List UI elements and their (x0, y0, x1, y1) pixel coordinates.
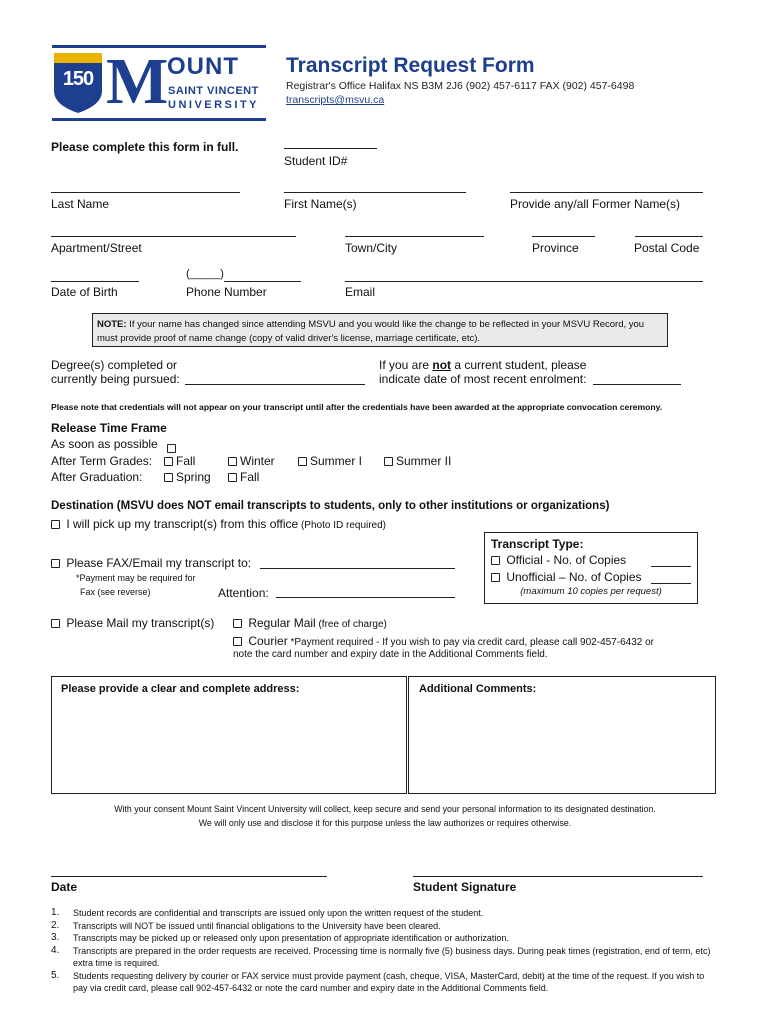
apartment-label: Apartment/Street (51, 241, 142, 255)
release-asap-label: As soon as possible (51, 437, 158, 451)
destination-heading: Destination (MSVU does NOT email transcripts to students, only to other institutions or organizations) (51, 500, 610, 512)
last-name-label: Last Name (51, 197, 110, 211)
apartment-field[interactable] (51, 236, 296, 237)
degree-label-1: Degree(s) completed or (51, 358, 178, 372)
degree-label-2: currently being pursued: (51, 372, 180, 386)
logo-ount: OUNT (167, 53, 239, 80)
fax-reverse-note: Fax (see reverse) (80, 587, 151, 597)
student-id-label: Student ID# (284, 154, 348, 168)
last-name-field[interactable] (51, 192, 240, 193)
intro-text: Please complete this form in full. (51, 140, 239, 154)
credentials-note: Please note that credentials will not appear on your transcript until after the credentials have been awarded at the appropriate convocation ceremony. (51, 402, 663, 412)
attention-label: Attention: (218, 586, 269, 600)
date-field[interactable] (51, 876, 327, 877)
note-text: If your name has changed since attending MSVU and you would like the change to be reflected in your MSVU Record, you must provide proof of name change (copy of valid driver's license, marriage certificate, etc). (97, 319, 645, 344)
postal-field[interactable] (635, 236, 703, 237)
logo-saint-vincent: SAINT VINCENT (168, 85, 259, 97)
fall-checkbox[interactable]: Fall (164, 454, 195, 468)
dob-field[interactable] (51, 281, 139, 282)
name-change-note (92, 313, 668, 347)
address-box-label: Please provide a clear and complete address: (61, 683, 300, 695)
list-item: 2. Transcripts will NOT be issued until financial obligations to the University have been cleared. (51, 919, 441, 931)
comments-box-label: Additional Comments: (419, 683, 537, 695)
list-item: 1. Student records are confidential and transcripts are issued only upon the written request of the student. (51, 907, 484, 918)
registrar-address: Registrar's Office Halifax NS B3M 2J6 (902) 457-6117 FAX (902) 457-6498 (286, 80, 635, 92)
logo-university: UNIVERSITY (168, 99, 260, 111)
policy-notes (51, 907, 711, 995)
fax-option[interactable]: Please FAX/Email my transcript to: (51, 556, 251, 570)
regular-mail-option[interactable]: Regular Mail (free of charge) (233, 616, 387, 630)
registrar-email-link[interactable]: transcripts@msvu.ca (286, 94, 385, 106)
max-copies-note: (maximum 10 copies per request) (520, 586, 662, 597)
first-name-field[interactable] (284, 192, 466, 193)
list-item: 4. Transcripts are prepared in the order requests are received. Processing time is normally five (5) business days. During peak times (registration, end of term, etc) extra time is required. (51, 944, 711, 968)
consent-line-2: We will only use and disclose it for this purpose unless the law authorizes or requires otherwise. (198, 818, 572, 828)
address-box[interactable] (51, 676, 407, 794)
list-item: 5. Students requesting delivery by courier or FAX service must provide payment (cash, cheque, VISA, MasterCard, debit) at the time of the request. If you wish to pay via credit card, please call 902-457-6432 or note the card number and expiry date in the Additional Comments field. (51, 969, 705, 993)
last-enrolment-field[interactable] (593, 384, 681, 385)
note-label: NOTE: (97, 319, 127, 330)
after-term-label: After Term Grades: (51, 454, 153, 468)
msvu-logo (52, 45, 266, 121)
release-heading: Release Time Frame (51, 421, 167, 435)
spring-checkbox[interactable]: Spring (164, 470, 211, 484)
courier-option[interactable]: Courier *Payment required - If you wish to pay via credit card, please call 902-457-6432 or (233, 634, 654, 648)
unofficial-option[interactable]: Unofficial – No. of Copies (491, 570, 642, 584)
transcript-type-heading: Transcript Type: (491, 537, 584, 551)
transcript-type-box (484, 532, 698, 604)
summer1-checkbox[interactable]: Summer I (298, 454, 362, 468)
mail-option[interactable]: Please Mail my transcript(s) (51, 616, 214, 630)
pickup-option[interactable]: I will pick up my transcript(s) from this office (Photo ID required) (51, 517, 386, 531)
unofficial-copies-field[interactable] (651, 583, 691, 584)
student-id-field[interactable] (284, 148, 377, 149)
first-name-label: First Name(s) (284, 197, 357, 211)
fax-field[interactable] (260, 568, 455, 569)
summer2-checkbox[interactable]: Summer II (384, 454, 451, 468)
logo-150: 150 (62, 68, 94, 90)
town-field[interactable] (345, 236, 484, 237)
form-title: Transcript Request Form (286, 54, 535, 77)
phone-mask: (_____) (186, 268, 224, 280)
province-field[interactable] (532, 236, 595, 237)
logo-m: M (106, 45, 169, 118)
email-field[interactable] (345, 281, 703, 282)
phone-label: Phone Number (186, 285, 267, 299)
signature-label: Student Signature (413, 880, 517, 894)
official-option[interactable]: Official - No. of Copies (491, 553, 626, 567)
date-label: Date (51, 880, 78, 894)
not-current-label-2: indicate date of most recent enrolment: (379, 372, 587, 386)
comments-box[interactable] (408, 676, 716, 794)
degree-field[interactable] (185, 384, 365, 385)
former-names-field[interactable] (510, 192, 703, 193)
postal-label: Postal Code (634, 241, 700, 255)
dob-label: Date of Birth (51, 285, 118, 299)
grad-fall-checkbox[interactable]: Fall (228, 470, 259, 484)
phone-field[interactable] (224, 281, 301, 282)
attention-field[interactable] (276, 597, 455, 598)
province-label: Province (532, 241, 579, 255)
after-grad-label: After Graduation: (51, 470, 143, 484)
town-label: Town/City (345, 241, 398, 255)
consent-line-1: With your consent Mount Saint Vincent University will collect, keep secure and send your personal information to its designated destination. (114, 804, 656, 814)
signature-field[interactable] (413, 876, 703, 877)
list-item: 3. Transcripts may be picked up or released only upon presentation of appropriate identification or authorization. (51, 932, 509, 943)
not-current-label-1: If you are not a current student, please (379, 358, 587, 372)
payment-note: *Payment may be required for (76, 573, 196, 583)
winter-checkbox[interactable]: Winter (228, 454, 275, 468)
official-copies-field[interactable] (651, 566, 691, 567)
former-names-label: Provide any/all Former Name(s) (510, 197, 681, 211)
courier-note-2: note the card number and expiry date in the Additional Comments field. (233, 649, 548, 660)
email-label: Email (345, 285, 376, 299)
